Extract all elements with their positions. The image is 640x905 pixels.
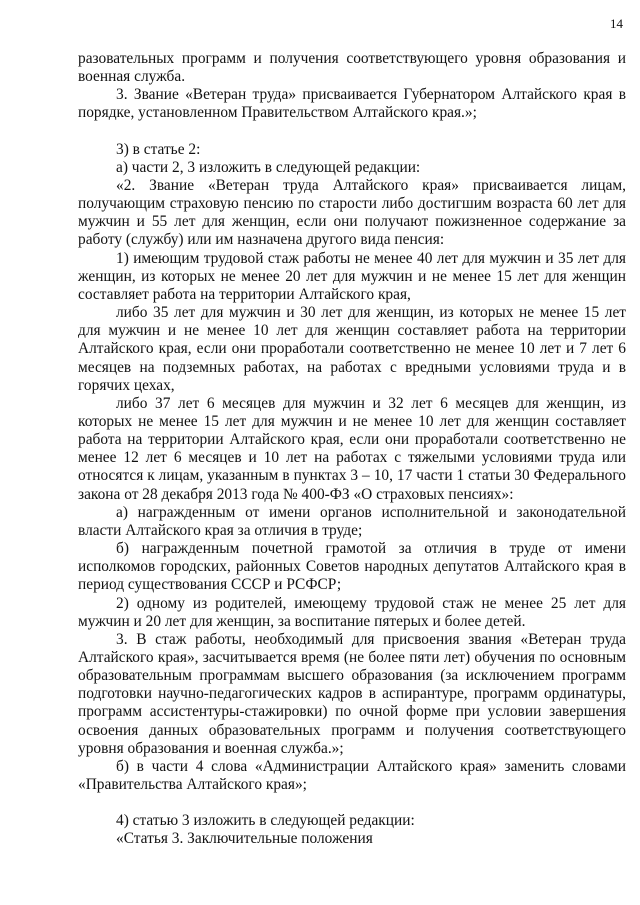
paragraph-subitem-b: б) награжденным почетной грамотой за отличия в труде от имени исполкомов городских, районных Советов народных депутатов Алтайского края в период существования СССР и РСФСР; bbox=[78, 540, 626, 594]
paragraph-article-2-heading: 3) в статье 2: bbox=[116, 140, 201, 158]
paragraph-article-3-title: «Статья 3. Заключительные положения bbox=[116, 830, 373, 848]
page-number: 14 bbox=[610, 16, 623, 31]
paragraph-item-3-veteran-title: 3. Звание «Ветеран труда» присваивается Губернатором Алтайского края в порядке, установленном Правительством Алтайского края.»; bbox=[78, 86, 626, 122]
paragraph-parts-2-3: а) части 2, 3 изложить в следующей редакции: bbox=[116, 158, 421, 176]
paragraph-subitem-a: а) награжденным от имени органов исполнительной и законодательной власти Алтайского края за отличия в труде; bbox=[78, 503, 626, 539]
document-body bbox=[78, 50, 626, 849]
paragraph-article-3-heading: 4) статью 3 изложить в следующей редакции: bbox=[116, 812, 415, 830]
paragraph-subitem-1: 1) имеющим трудовой стаж работы не менее 40 лет для мужчин и 35 лет для женщин, из которых не менее 20 лет для мужчин и не менее 15 лет для женщин составляет работа на территории Алтайского края, bbox=[78, 249, 626, 303]
paragraph-alternative-35-30: либо 35 лет для мужчин и 30 лет для женщин, из которых не менее 15 лет для мужчин и не менее 10 лет для женщин составляет работа на территории Алтайского края, если они проработали соответственно не менее 10 лет и 7 лет 6 месяцев на подземных работах, на работах с вредными условиями труда и в горячих цехах, bbox=[78, 304, 626, 394]
paragraph-part-2-intro: «2. Звание «Ветеран труда Алтайского края» присваивается лицам, получающим страховую пенсию по старости либо достигшим возраста 60 лет для мужчин и 55 лет для женщин, если они получают пожизненное содержание за работу (службу) или им назначена другого вида пенсия: bbox=[78, 176, 626, 249]
paragraph-gap bbox=[78, 123, 626, 141]
paragraph-subitem-2: 2) одному из родителей, имеющему трудовой стаж не менее 25 лет для мужчин и 20 лет для женщин, за воспитание пятерых и более детей. bbox=[78, 594, 626, 630]
paragraph-part-4-replacement: б) в части 4 слова «Администрации Алтайского края» заменить словами «Правительства Алтайского края»; bbox=[78, 757, 626, 794]
paragraph-part-3: 3. В стаж работы, необходимый для присвоения звания «Ветеран труда Алтайского края», засчитывается время (не более пяти лет) обучения по основным образовательным программам высшего образования (за исключением программ подготовки научно-педагогических кадров в аспирантуре, программ ординатуры, программ ассистентуры-стажировки) по очной форме при условии завершения освоения данных образовательных программ и получения соответствующего уровня образования и военная служба.»; bbox=[78, 630, 626, 757]
paragraph-gap bbox=[78, 794, 626, 812]
paragraph-continuation: разовательных программ и получения соответствующего уровня образования и военная служба. bbox=[78, 50, 626, 86]
paragraph-alternative-37-32: либо 37 лет 6 месяцев для мужчин и 32 лет 6 месяцев для женщин, из которых не менее 15 лет для мужчин и не менее 10 лет для женщин составляет работа на территории Алтайского края, если они проработали соответственно не менее 12 лет 6 месяцев и 10 лет на работах с тяжелыми условиями труда или относятся к лицам, указанным в пунктах 3 – 10, 17 части 1 статьи 30 Федерального закона от 28 декабря 2013 года № 400-ФЗ «О страховых пенсиях»: bbox=[78, 394, 626, 503]
